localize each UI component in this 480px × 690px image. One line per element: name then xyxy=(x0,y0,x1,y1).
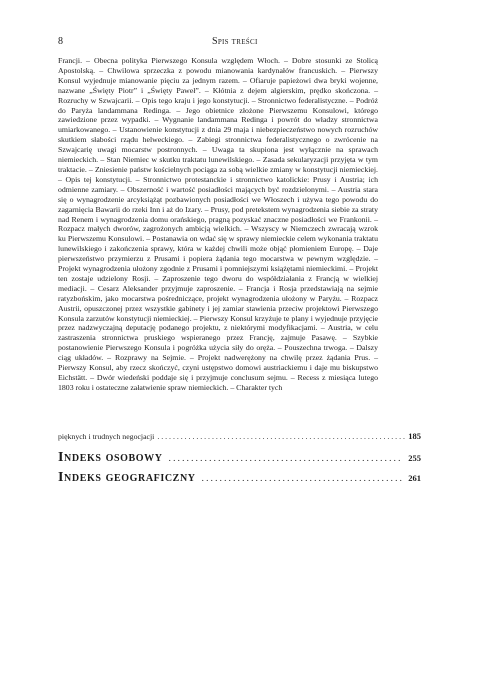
toc-entry-indeks-osobowy[interactable] xyxy=(58,450,421,466)
toc-entry-page: 255 xyxy=(408,453,421,463)
running-header: Spis treści xyxy=(212,36,258,47)
chapter-page-number: 185 xyxy=(408,431,421,441)
toc-entry-indeks-geograficzny[interactable] xyxy=(58,470,421,486)
dot-leader xyxy=(202,473,403,483)
dot-leader xyxy=(157,432,405,442)
toc-entry-title: Indeks osobowy xyxy=(58,450,163,465)
dot-leader xyxy=(169,453,403,463)
toc-entry-page: 261 xyxy=(408,473,421,483)
toc-entry-title: Indeks geograficzny xyxy=(58,470,196,485)
chapter-ending-line xyxy=(58,432,421,442)
chapter-ending-text: pięknych i trudnych negocjacji xyxy=(58,432,155,441)
chapter-summary-ending xyxy=(58,432,421,442)
chapter-summary-text: Francji. – Obecna polityka Pierwszego Konsula względem Włoch. – Dobre stosunki ze Stolicą Apostolską. – Chwilowa sprzeczka z powodu mianowania kardynałów francuskich. – Pierwszy Konsul wyjednuje mianowanie pięciu za jednym razem. – Ofiaruje papieżowi dwa bryki wojenne, nazwane „Święty Piotr” i „Święty Paweł”. – Kłótnia z dejem algierskim, prędko skończona. – Rozruchy w Szwajcarii. – Opis tego kraju i jego konstytucji. – Stronnictwo federalistyczne. – Podróż do Paryża landammana Redinga. – Jego obietnice złożone Pierwszemu Konsulowi, którego zawiedzione przez wypadki. – Wygnanie landammana Redinga i powrót do władzy stronnictwa umiarkowanego. – Ustanowienie konstytucji z dnia 29 maja i niebezpieczeństwo nowych rozruchów skutkiem słabości rządu helweckiego. – Zabiegi stronnictwa federalistycznego o zwrócenie na Szwajcarię uwagi mocarstw postronnych. – Uwaga ta skupiona jest wyłącznie na sprawach niemieckich. – Stan Niemiec w skutku traktatu lunewilskiego. – Zasada sekularyzacji przyjęta w tym traktacie. – Zniesienie państw kościelnych pociąga za sobą wielkie zmiany w konstytucji niemieckiej. – Opis tej konstytucji. – Stronnictwo protestanckie i stronnictwo katolickie: Prusy i Austria; ich odmienne zamiary. – Obszerność i wartość posiadłości mających być rozdzielonymi. – Austria stara się o wynagrodzenie arcyksiążąt pozbawionych posiadłości we Włoszech i używa tego powodu do zagarnięcia Bawarii do rzeki Inn i aż do Izary. – Prusy, pod pretekstem wynagrodzenia siebie za straty nad Renem i wynagrodzenia domu orańskiego, pragną pozyskać znaczne posiadłości we Frankonii. – Rozpacz małych dworów, zagrożonych ambicją wielkich. – Wszyscy w Niemczech zwracają wzrok ku Pierwszemu Konsulowi. – Postanawia on wdać się w sprawy niemieckie celem wykonania traktatu lunewilskiego i zakończenia sprawy, która w każdej chwili może objąć płomieniem Europę. – Daje pierwszeństwo przymierzu z Prusami i popiera żądania tego mocarstwa w pewnym względzie. – Projekt wynagrodzenia ułożony zgodnie z Prusami i pomniejszymi książętami niemieckimi. – Projekt ten zostaje udzielony Rosji. – Zaproszenie tego dworu do współdziałania z Francją w wielkiej mediacji. – Cesarz Aleksander przyjmuje zaproszenie. – Francja i Rosja przedstawiają na sejmie ratyzbońskim, jako mocarstwa pośredniczące, projekt wynagrodzenia ułożony w Paryżu. – Rozpacz Austrii, opuszczonej przez wszystkie gabinety i jej zamiar stawienia przeciw projektowi Pierwszego Konsula zarzutów konstytucji niemieckiej. – Pierwszy Konsul krzyżuje te plany i wyjednuje przyjęcie przez nadzwyczajną deputację podanego projektu, z niektórymi modyfikacjami. – Austria, w celu zastraszenia stronnictwa pruskiego wspieranego przez Francję, zajmuje Pasawę. – Szybkie postanowienie Pierwszego Konsula i pogróżka użycia siły do oręża. – Pouszechna trwoga. – Dalszy ciąg układów. – Rozprawy na Sejmie. – Projekt nadwerężony na chwilę przez żądania Prus. – Pierwszy Konsul, aby rzecz skończyć, czyni ustępstwo domowi austriackiemu i daje mu biskupstwo Eichstätt. – Dwór wiedeński poddaje się i przyjmuje conclusum sejmu. – Recess z miesiąca lutego 1803 roku i ostateczne załatwienie spraw niemieckich. – Charakter tych xyxy=(58,56,378,392)
page-number: 8 xyxy=(58,36,63,47)
